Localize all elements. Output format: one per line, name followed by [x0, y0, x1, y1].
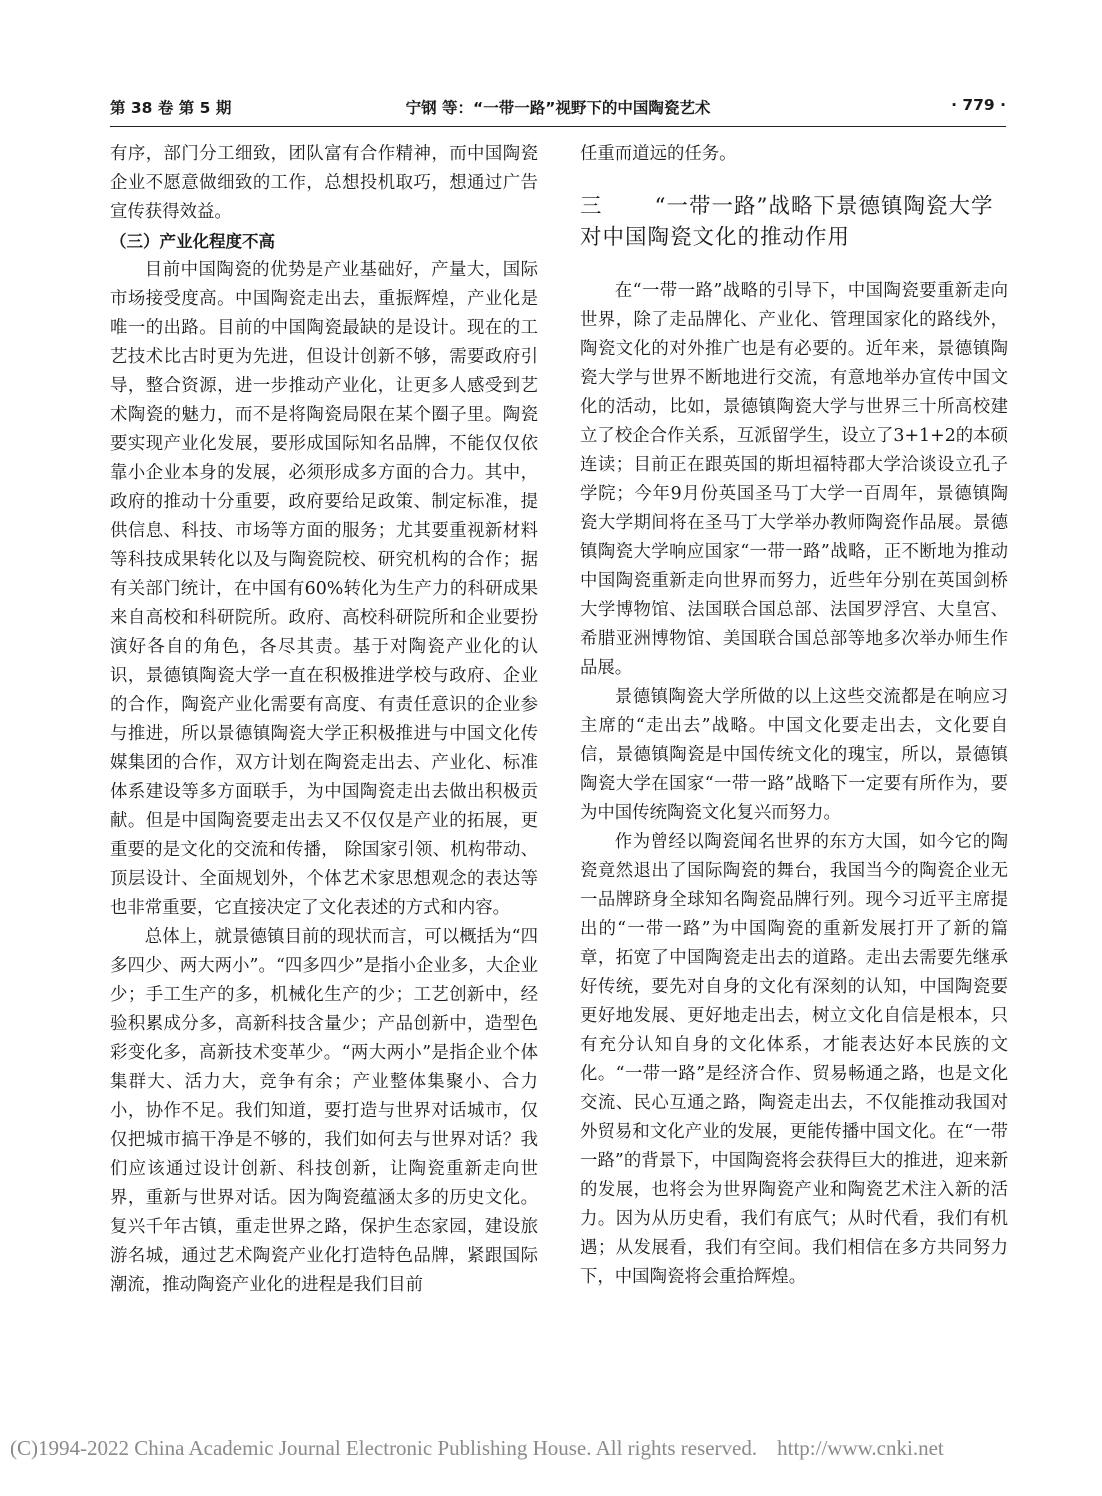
right-column	[580, 140, 1008, 1292]
footer-link[interactable]: http://www.cnki.net	[777, 1436, 944, 1460]
header-rule	[110, 126, 1006, 127]
section-title-text: “一带一路”战略下景德镇陶瓷大学对中国陶瓷文化的推动作用	[580, 194, 994, 250]
paragraph: 作为曾经以陶瓷闻名世界的东方大国，如今它的陶瓷竟然退出了国际陶瓷的舞台，我国当今的陶瓷企业无一品牌跻身全球知名陶瓷品牌行列。现今习近平主席提出的“一带一路”为中国陶瓷的重新发展打开了新的篇章，拓宽了中国陶瓷走出去的道路。走出去需要先继承好传统，要先对自身的文化有深刻的认知，中国陶瓷要更好地发展、更好地走出去，树立文化自信是根本，只有充分认知自身的文化体系，才能表达好本民族的文化。“一带一路”是经济合作、贸易畅通之路，也是文化交流、民心互通之路，陶瓷走出去，不仅能推动我国对外贸易和文化产业的发展，更能传播中国文化。在“一带一路”的背景下，中国陶瓷将会获得巨大的推进，迎来新的发展，也将会为世界陶瓷产业和陶瓷艺术注入新的活力。因为从历史看，我们有底气；从时代看，我们有机遇；从发展看，我们有空间。我们相信在多方共同努力下，中国陶瓷将会重拾辉煌。	[580, 832, 1008, 1287]
paragraph: 目前中国陶瓷的优势是产业基础好，产量大，国际市场接受度高。中国陶瓷走出去，重振辉煌，产业化是唯一的出路。目前的中国陶瓷最缺的是设计。现在的工艺技术比古时更为先进，但设计创新不够，需要政府引导，整合资源，进一步推动产业化，让更多人感受到艺术陶瓷的魅力，而不是将陶瓷局限在某个圈子里。陶瓷要实现产业化发展，要形成国际知名品牌，不能仅仅依靠小企业本身的发展，必须形成多方面的合力。其中，政府的推动十分重要，政府要给足政策、制定标准，提供信息、科技、市场等方面的服务；尤其要重视新材料等科技成果转化以及与陶瓷院校、研究机构的合作；据有关部门统计，在中国有60%转化为生产力的科研成果来自高校和科研院所。政府、高校科研院所和企业要扮演好各自的角色，各尽其责。基于对陶瓷产业化的认识，景德镇陶瓷大学一直在积极推进学校与政府、企业的合作，陶瓷产业化需要有高度、有责任意识的企业参与推进，所以景德镇陶瓷大学正积极推进与中国文化传媒集团的合作，双方计划在陶瓷走出去、产业化、标准体系建设等多方面联手，为中国陶瓷走出去做出积极贡献。但是中国陶瓷要走出去又不仅仅是产业的拓展，更重要的是文化的交流和传播， 除国家引领、机构带动、顶层设计、全面规划外，个体艺术家思想观念的表达等也非常重要，它直接决定了文化表述的方式和内容。	[110, 260, 538, 918]
running-header	[110, 92, 1006, 122]
paragraph: 在“一带一路”战略的引导下，中国陶瓷要重新走向世界，除了走品牌化、产业化、管理国家化的路线外，陶瓷文化的对外推广也是有必要的。近年来，景德镇陶瓷大学与世界不断地进行交流，有意地举办宣传中国文化的活动，比如，景德镇陶瓷大学与世界三十所高校建立了校企合作关系，互派留学生，设立了3+1+2的本硕连读；目前正在跟英国的斯坦福特郡大学洽谈设立孔子学院；今年9月份英国圣马丁大学一百周年，景德镇陶瓷大学期间将在圣马丁大学举办教师陶瓷作品展。景德镇陶瓷大学响应国家“一带一路”战略，正不断地为推动中国陶瓷重新走向世界而努力，近些年分别在英国剑桥大学博物馆、法国联合国总部、法国罗浮宫、大皇宫、希腊亚洲博物馆、美国联合国总部等地多次举办师生作品展。	[580, 281, 1008, 678]
page-number: · 779 ·	[951, 96, 1006, 114]
article-running-title: 宁钢 等：“一带一路”视野下的中国陶瓷艺术	[405, 99, 711, 117]
paragraph-continued: 任重而道远的任务。	[580, 144, 737, 164]
copyright-text: (C)1994-2022 China Academic Journal Electronic Publishing House. All rights reserved.	[10, 1436, 758, 1460]
left-column	[110, 140, 538, 1300]
volume-issue: 第 38 卷 第 5 期	[110, 99, 232, 117]
paragraph: 总体上，就景德镇目前的现状而言，可以概括为“四多四少、两大两小”。“四多四少”是指小企业多，大企业少；手工生产的多，机械化生产的少；工艺创新中，经验积累成分多，高新科技含量少；产品创新中，造型色彩变化多，高新技术变革少。“两大两小”是指企业个体集群大、活力大，竞争有余；产业整体集聚小、合力小，协作不足。我们知道，要打造与世界对话城市，仅仅把城市搞干净是不够的，我们如何去与世界对话？我们应该通过设计创新、科技创新，让陶瓷重新走向世界，重新与世界对话。因为陶瓷蕴涵太多的历史文化。复兴千年古镇，重走世界之路，保护生态家园，建设旅游名城，通过艺术陶瓷产业化打造特色品牌，紧跟国际潮流，推动陶瓷产业化的进程是我们目前	[110, 927, 538, 1295]
subsection-heading: （三）产业化程度不高	[110, 232, 275, 251]
paragraph: 景德镇陶瓷大学所做的以上这些交流都是在响应习主席的“走出去”战略。中国文化要走出去，文化要自信，景德镇陶瓷是中国传统文化的瑰宝，所以，景德镇陶瓷大学在国家“一带一路”战略下一定要有所作为，要为中国传统陶瓷文化复兴而努力。	[580, 687, 1008, 823]
paragraph-continued: 有序，部门分工细致，团队富有合作精神，而中国陶瓷企业不愿意做细致的工作，总想投机取巧，想通过广告宣传获得效益。	[110, 144, 538, 222]
section-heading	[580, 191, 1008, 253]
section-number: 三	[580, 194, 603, 219]
copyright-footer	[10, 1436, 1100, 1461]
